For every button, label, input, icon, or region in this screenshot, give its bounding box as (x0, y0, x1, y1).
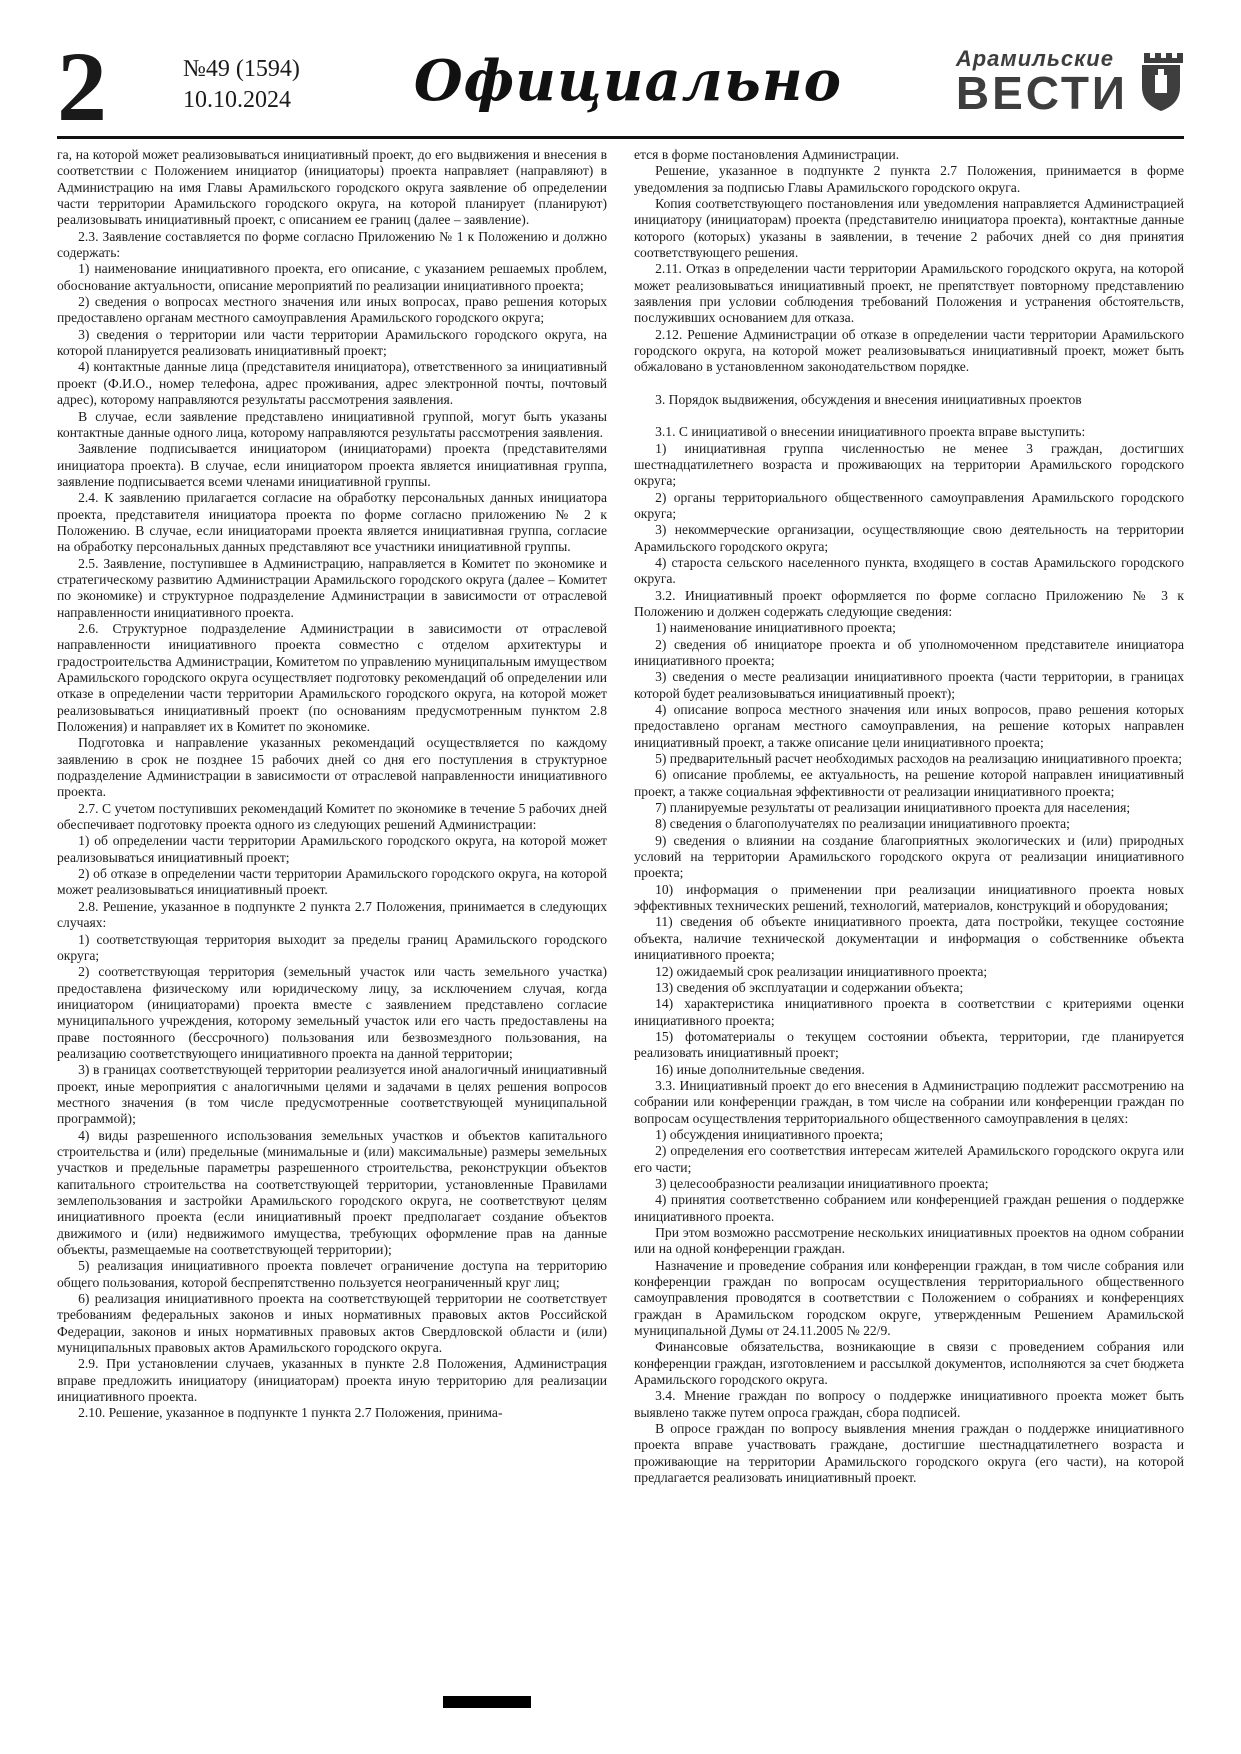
paragraph: га, на которой может реализовываться инициативный проект, до его выдвижения и внесения в соответствии с Положением инициатор (инициаторы) проекта направляет (направляют) в Администрацию на имя Главы Арамильского городского округа заявление об определении части территории Арамильского городского округа, на которой планирует (планируют) реализовывать инициативный проект, с описанием ее границ (далее – заявление). (57, 147, 607, 228)
paragraph: 2.6. Структурное подразделение Администрации в зависимости от отраслевой направленности инициативного проекта совместно с отделом архитектуры и градостроительства Администрации, Комитетом по управлению муниципальным имуществом Арамильского городского округа осуществляет подготовку рекомендаций об определении или отказе в определении части территории Арамильского городского округа, на которой может реализовываться инициативный проект (по основаниям предусмотренным пунктом 2.8 Положения) и направляет их в Комитет по экономике. (57, 620, 607, 735)
paragraph: 4) староста сельского населенного пункта, входящего в состав Арамильского городского округа. (634, 554, 1184, 587)
masthead (0, 0, 1241, 142)
issue-block (183, 54, 300, 116)
paragraph: 6) описание проблемы, ее актуальность, на решение которой направлен инициативный проект, а также социальная эффективности от реализации инициативного проекта; (634, 767, 1184, 799)
paragraph: Финансовые обязательства, возникающие в связи с проведением собрания или конференции граждан, изготовлением и рассылкой документов, исполняются за счет бюджета Арамильского городского округа. (634, 1339, 1184, 1388)
paragraph: 2.5. Заявление, поступившее в Администрацию, направляется в Комитет по экономике и стратегическому развитию Администрации Арамильского городского округа (далее – Комитет по экономике) и структурное подразделение Администрации в зависимости от отраслевой направленности инициативного проекта. (57, 555, 607, 620)
paragraph: 2) сведения об инициаторе проекта и об уполномоченном представителе инициатора инициативного проекта; (634, 636, 1184, 668)
paragraph: 9) сведения о влиянии на создание благоприятных экологических и (или) природных условий на территории Арамильского городского округа от реализации инициативного проекта; (634, 832, 1184, 881)
paragraph: 1) наименование инициативного проекта, его описание, с указанием решаемых проблем, обоснование актуальности, описание мероприятий по реализации инициативного проекта; (57, 261, 607, 293)
footer-mark (443, 1696, 531, 1708)
paragraph: 13) сведения об эксплуатации и содержании объекта; (655, 979, 964, 995)
paragraph: 15) фотоматериалы о текущем состоянии объекта, территории, где планируется реализовать инициативный проект; (634, 1028, 1184, 1061)
paragraph: Решение, указанное в подпункте 2 пункта 2.7 Положения, принимается в форме уведомления за подписью Главы Арамильского городского округа. (634, 163, 1184, 195)
paragraph: 3. Порядок выдвижения, обсуждения и внесения инициативных проектов (655, 391, 1082, 407)
paragraph: 16) иные дополнительные сведения. (655, 1061, 865, 1077)
paragraph: 4) контактные данные лица (представителя инициатора), ответственного за инициативный проект (Ф.И.О., номер телефона, адрес проживания, адрес электронной почты, почтовый адрес), которому направляются результаты рассмотрения заявления. (57, 359, 607, 408)
paragraph: 2.12. Решение Администрации об отказе в определении части территории Арамильского городского округа, на которой может реализовываться инициативный проект, может быть обжаловано в установленном законодательством порядке. (634, 326, 1184, 375)
paragraph: ется в форме постановления Администрации. (634, 147, 900, 162)
city-crest-icon (1138, 51, 1184, 113)
paragraph: 1) инициативная группа численностью не менее 3 граждан, достигших шестнадцатилетнего возраста и проживающих на территории Арамильского городского округа; (634, 440, 1184, 489)
right-column (634, 147, 1184, 1487)
newspaper-brand (955, 46, 1184, 119)
paragraph: 5) реализация инициативного проекта повлечет ограничение доступа на территорию общего пользования, которой беспрепятственно пользуется неограниченный круг лиц; (57, 1258, 607, 1290)
paragraph: 2) соответствующая территория (земельный участок или часть земельного участка) предоставлена физическому или юридическому лицу, за исключением случая, когда инициатором (инициаторами) проекта вместе с заявлением представлено согласие муниципального учреждения, которому земельный участок или его часть предоставлены на праве постоянного (бессрочного) пользования или безвозмездного пользования, на реализацию соответствующего инициативного проекта на данной территории; (57, 964, 607, 1061)
paragraph: 2.8. Решение, указанное в подпункте 2 пункта 2.7 Положения, принимается в следующих случаях: (57, 898, 607, 931)
brand-name-bottom: ВЕСТИ (955, 67, 1128, 119)
paragraph: 5) предварительный расчет необходимых расходов на реализацию инициативного проекта; (655, 751, 1183, 767)
paragraph: 8) сведения о благополучателях по реализации инициативного проекта; (655, 816, 1070, 832)
paragraph: 1) обсуждения инициативного проекта; (655, 1126, 884, 1142)
paragraph: Назначение и проведение собрания или конференции граждан, в том числе собрания или конференции граждан по вопросам осуществления территориального общественного самоуправления проводятся в соответствии с Положением о собраниях и конференциях граждан в Арамильском городском округе, утвержденным Решением Арамильской муниципальной Думы от 24.11.2005 № 22/9. (634, 1257, 1184, 1339)
paragraph: 2) об отказе в определении части территории Арамильского городского округа, на которой может реализовываться инициативный проект. (57, 866, 607, 898)
paragraph: 1) об определении части территории Арамильского городского округа, на которой может реализовываться инициативный проект; (57, 833, 607, 865)
paragraph: Заявление подписывается инициатором (инициаторами) проекта (представителями инициатора проекта). В случае, если инициатором проекта является инициативная группа, заявление подписывается всеми членами инициативной группы. (57, 441, 607, 489)
paragraph: 7) планируемые результаты от реализации инициативного проекта для населения; (655, 800, 1131, 816)
paragraph: 4) виды разрешенного использования земельных участков и объектов капитального строительства и (или) предельные (минимальные и (или) максимальные) размеры земельных участков и предельные параметры разрешенного строительства, реконструкции объектов капитального строительства на соответствующей территории, установленные Правилами землепользования и застройки Арамильского городского округа, не соответствуют целям инициативного проекта (если инициативный проект предполагает создание объектов движимого и (или) недвижимого имущества, требующих оформление прав на данные объекты, размещаемые на соответствующей территории); (57, 1127, 607, 1258)
paragraph: 3) в границах соответствующей территории реализуется иной аналогичный инициативный проект, иные мероприятия с аналогичными целями и задачами в целях решения вопросов местного значения (в том числе предусмотренные соответствующей муниципальной программой); (57, 1062, 607, 1127)
left-column (57, 147, 607, 1487)
paragraph: 2) органы территориального общественного самоуправления Арамильского городского округа; (634, 489, 1184, 521)
paragraph: 2) сведения о вопросах местного значения или иных вопросах, право решения которых предоставлено органам местного самоуправления Арамильского городского округа; (57, 294, 607, 326)
paragraph: 3.1. С инициативой о внесении инициативного проекта вправе выступить: (655, 424, 1086, 440)
paragraph: 3.3. Инициативный проект до его внесения в Администрацию подлежит рассмотрению на собрании или конференции граждан, в том числе на собрании или конференции граждан по вопросам осуществления территориального общественного самоуправления в целях: (634, 1077, 1184, 1126)
issue-number: №49 (1594) (183, 56, 300, 82)
paragraph: 3.2. Инициативный проект оформляется по форме согласно Приложению № 3 к Положению и должен содержать следующие сведения: (634, 587, 1184, 619)
paragraph: В опросе граждан по вопросу выявления мнения граждан о поддержке инициативного проекта вправе участвовать граждане, достигшие шестнадцатилетнего возраста и проживающие на территории Арамильского городского округа (его части), на которой предлагается реализовать инициативный проект. (634, 1421, 1184, 1486)
paragraph: 2.10. Решение, указанное в подпункте 1 пункта 2.7 Положения, принима- (78, 1405, 503, 1421)
paragraph: 2.4. К заявлению прилагается согласие на обработку персональных данных инициатора проекта, представителя инициатора проекта по форме согласно приложению № 2 к Положению. В случае, если инициаторами проекта является инициативная группа, согласие на обработку персональных данных представляют все участники инициативной группы. (57, 490, 607, 555)
paragraph: 11) сведения об объекте инициативного проекта, дата постройки, текущее состояние объекта, наличие технической документации и информация о собственнике объекта инициативного проекта; (634, 914, 1184, 963)
paragraph: Подготовка и направление указанных рекомендаций осуществляется по каждому заявлению в срок не позднее 15 рабочих дней со дня его поступления в структурное подразделение Администрации в зависимости от отраслевой направленности инициативного проекта. (57, 735, 607, 800)
issue-date: 10.10.2024 (183, 87, 291, 114)
paragraph: 2.3. Заявление составляется по форме согласно Приложению № 1 к Положению и должно содержать: (57, 228, 607, 261)
paragraph: 3) некоммерческие организации, осуществляющие свою деятельность на территории Арамильского городского округа; (634, 522, 1184, 554)
paragraph: 3) сведения о территории или части территории Арамильского городского округа, на которой планируется реализовать инициативный проект; (57, 326, 607, 359)
section-title: Официально (413, 48, 842, 114)
brand-text (955, 46, 1128, 119)
paragraph: 2.9. При установлении случаев, указанных в пункте 2.8 Положения, Администрация вправе предложить инициатору (инициаторам) проекта иную территорию для реализации инициативного проекта. (57, 1356, 607, 1405)
paragraph: В случае, если заявление представлено инициативной группой, могут быть указаны контактные данные одного лица, которому направляются результаты рассмотрения заявления. (57, 408, 607, 440)
paragraph: 3) целесообразности реализации инициативного проекта; (655, 1175, 989, 1191)
paragraph: 2.11. Отказ в определении части территории Арамильского городского округа, на которой может реализовываться инициативный проект, не препятствует повторному представлению заявления при условии соблюдения требований Положения и устранения обстоятельств, послуживших основанием для отказа. (634, 261, 1184, 326)
paragraph: 6) реализация инициативного проекта на соответствующей территории не соответствует требованиям федеральных законов и иных нормативных правовых актов Российской Федерации, законов и иных нормативных правовых актов Свердловской области и (или) муниципальных правовых актов Арамильского городского округа. (57, 1291, 607, 1356)
paragraph: 3) сведения о месте реализации инициативного проекта (части территории, в границах которой будет реализовываться инициативный проект); (634, 669, 1184, 701)
page-number: 2 (57, 31, 105, 142)
paragraph: 12) ожидаемый срок реализации инициативного проекта; (655, 963, 988, 979)
paragraph: 14) характеристика инициативного проекта в соответствии с критериями оценки инициативного проекта; (634, 996, 1184, 1028)
article-body (0, 139, 1241, 1487)
paragraph: Копия соответствующего постановления или уведомления направляется Администрацией инициатору (инициаторам) проекта (представителю инициатора проекта), контактные данные которого (которых) указаны в заявлении, в течение 2 рабочих дней со дня принятия соответствующего решения. (634, 196, 1184, 261)
paragraph: 3.4. Мнение граждан по вопросу о поддержке инициативного проекта может быть выявлено также путем опроса граждан, сбора подписей. (634, 1388, 1184, 1420)
paragraph: 10) информация о применении при реализации инициативного проекта новых эффективных технических решений, технологий, материалов, конструкций и оборудования; (634, 881, 1184, 914)
paragraph: 2) определения его соответствия интересам жителей Арамильского городского округа или его части; (634, 1143, 1184, 1175)
paragraph: 1) соответствующая территория выходит за пределы границ Арамильского городского округа; (57, 931, 607, 963)
paragraph: 4) описание вопроса местного значения или иных вопросов, право решения которых предоставлено органам местного самоуправления, на решение которых направлен инициативный проект, а также описание цели инициативного проекта; (634, 702, 1184, 750)
paragraph: 4) принятия соответственно собранием или конференцией граждан решения о поддержке инициативного проекта. (634, 1192, 1184, 1224)
brand-name-top: Арамильские (955, 46, 1114, 71)
paragraph: 1) наименование инициативного проекта; (655, 620, 896, 636)
paragraph: 2.7. С учетом поступивших рекомендаций Комитет по экономике в течение 5 рабочих дней обеспечивает подготовку проекта одного из следующих решений Администрации: (57, 800, 607, 833)
paragraph: При этом возможно рассмотрение нескольких инициативных проектов на одном собрании или на одной конференции граждан. (634, 1225, 1184, 1257)
